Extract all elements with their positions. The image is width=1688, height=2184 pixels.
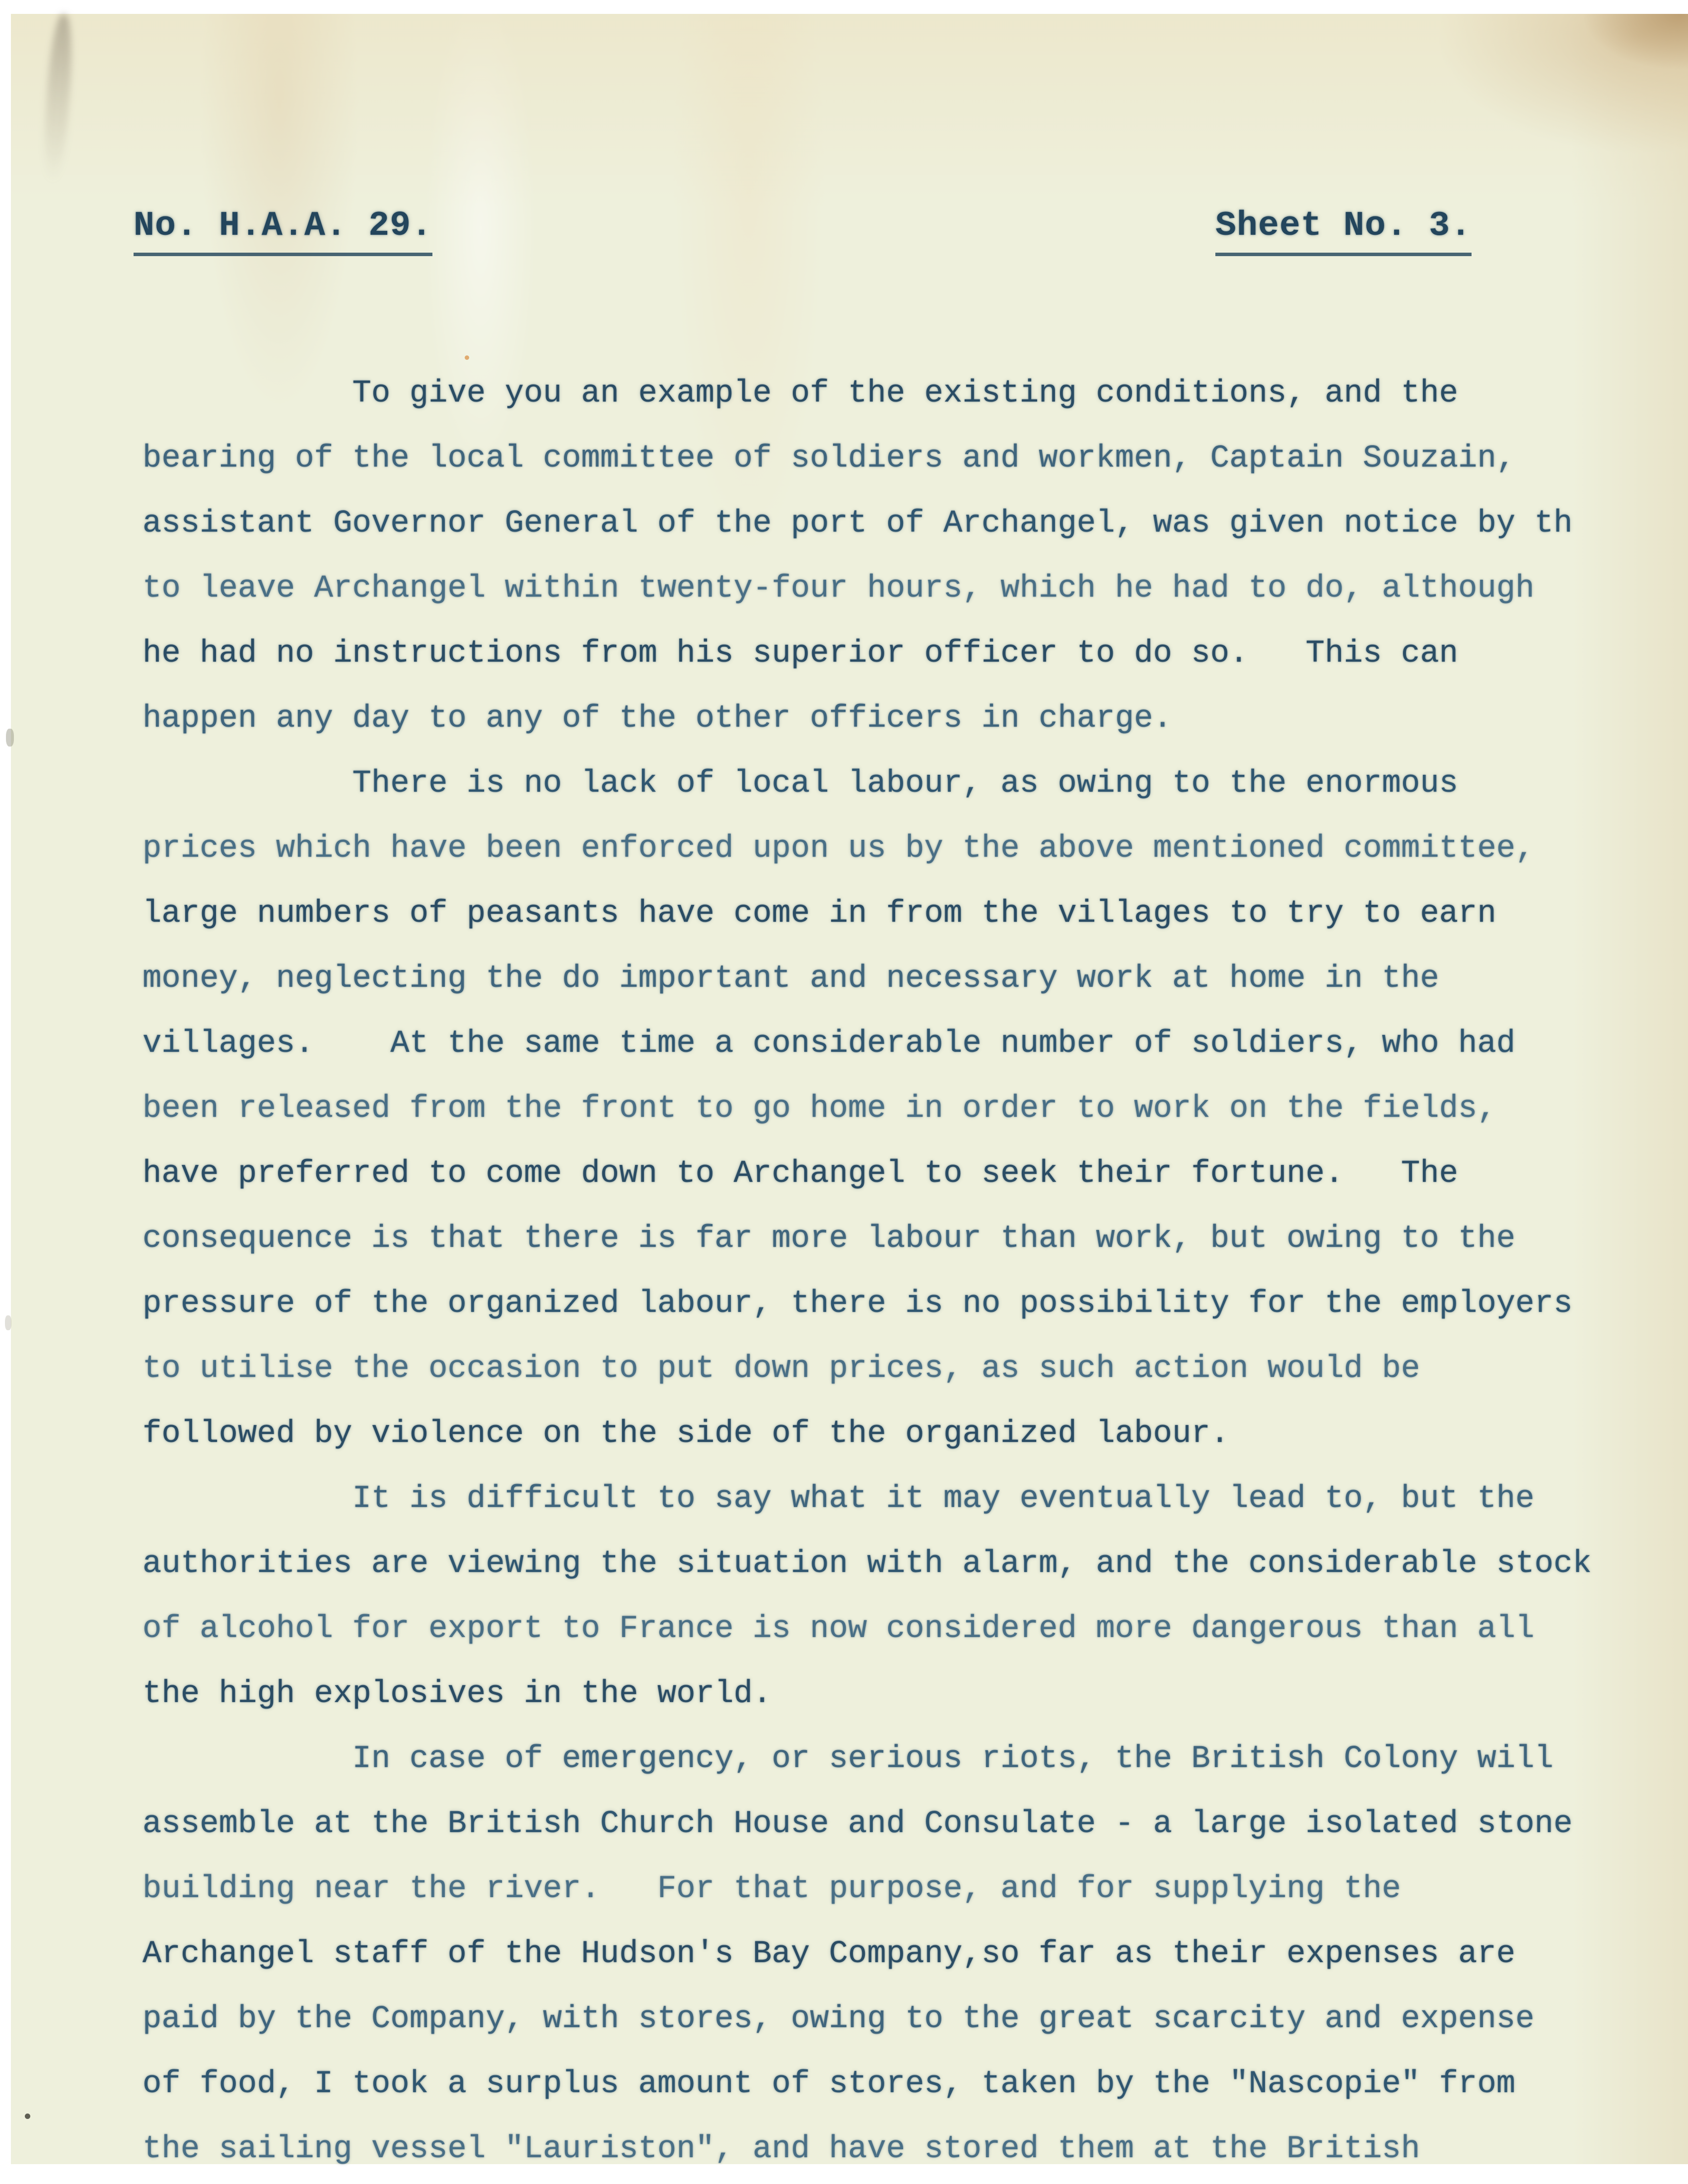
typed-line: happen any day to any of the other officers in charge. — [142, 701, 1172, 737]
typed-line: consequence is that there is far more labour than work, but owing to the — [142, 1221, 1516, 1257]
typed-line: money, neglecting the do important and necessary work at home in the — [142, 961, 1439, 997]
typed-line: the high explosives in the world. — [142, 1676, 772, 1712]
typed-line: To give you an example of the existing conditions, and the — [142, 376, 1459, 411]
paper-sheet — [11, 14, 1688, 2167]
typed-line: In case of emergency, or serious riots, the British Colony will — [142, 1741, 1554, 1777]
typed-line: bearing of the local committee of soldiers and workmen, Captain Souzain, — [142, 441, 1516, 477]
typed-line: prices which have been enforced upon us by the above mentioned committee, — [142, 831, 1535, 867]
typed-line: It is difficult to say what it may eventually lead to, but the — [142, 1481, 1535, 1517]
paper-stain-fleck — [465, 355, 469, 360]
typed-line: large numbers of peasants have come in from the villages to try to earn — [142, 896, 1496, 932]
typed-line: authorities are viewing the situation with alarm, and the considerable stock — [142, 1546, 1592, 1582]
sheet-number: Sheet No. 3. — [1215, 206, 1472, 256]
typed-line: to leave Archangel within twenty-four hours, which he had to do, although — [142, 571, 1535, 607]
typed-line: assistant Governor General of the port of Archangel, was given notice by th — [142, 506, 1573, 542]
ink-speck — [25, 2114, 30, 2119]
typed-line: been released from the front to go home in order to work on the fields, — [142, 1091, 1496, 1127]
typed-line: of alcohol for export to France is now considered more dangerous than all — [142, 1611, 1535, 1647]
typed-line: the sailing vessel "Lauriston", and have stored them at the British — [142, 2131, 1420, 2167]
paper-edge-notch — [6, 729, 14, 747]
typed-line: he had no instructions from his superior officer to do so. This can — [142, 636, 1459, 672]
typed-line: followed by violence on the side of the organized labour. — [142, 1416, 1230, 1452]
document-reference-number: No. H.A.A. 29. — [134, 206, 432, 256]
typed-line: villages. At the same time a considerable number of soldiers, who had — [142, 1026, 1516, 1062]
paper-edge-notch — [5, 1315, 11, 1330]
document-body — [142, 361, 1688, 2182]
typed-line: have preferred to come down to Archangel to seek their fortune. The — [142, 1156, 1459, 1192]
typed-line: assemble at the British Church House and Consulate - a large isolated stone — [142, 1806, 1573, 1842]
typed-line: paid by the Company, with stores, owing to the great scarcity and expense — [142, 2001, 1535, 2037]
typed-line: pressure of the organized labour, there is no possibility for the employers — [142, 1286, 1573, 1322]
typed-line: There is no lack of local labour, as owing to the enormous — [142, 766, 1459, 802]
typed-line: of food, I took a surplus amount of stores, taken by the "Nascopie" from — [142, 2066, 1516, 2102]
typed-line: building near the river. For that purpose, and for supplying the — [142, 1871, 1401, 1907]
typed-line: Archangel staff of the Hudson's Bay Company,so far as their expenses are — [142, 1936, 1516, 1972]
typed-line: to utilise the occasion to put down prices, as such action would be — [142, 1351, 1420, 1387]
paper-crease — [41, 13, 75, 183]
